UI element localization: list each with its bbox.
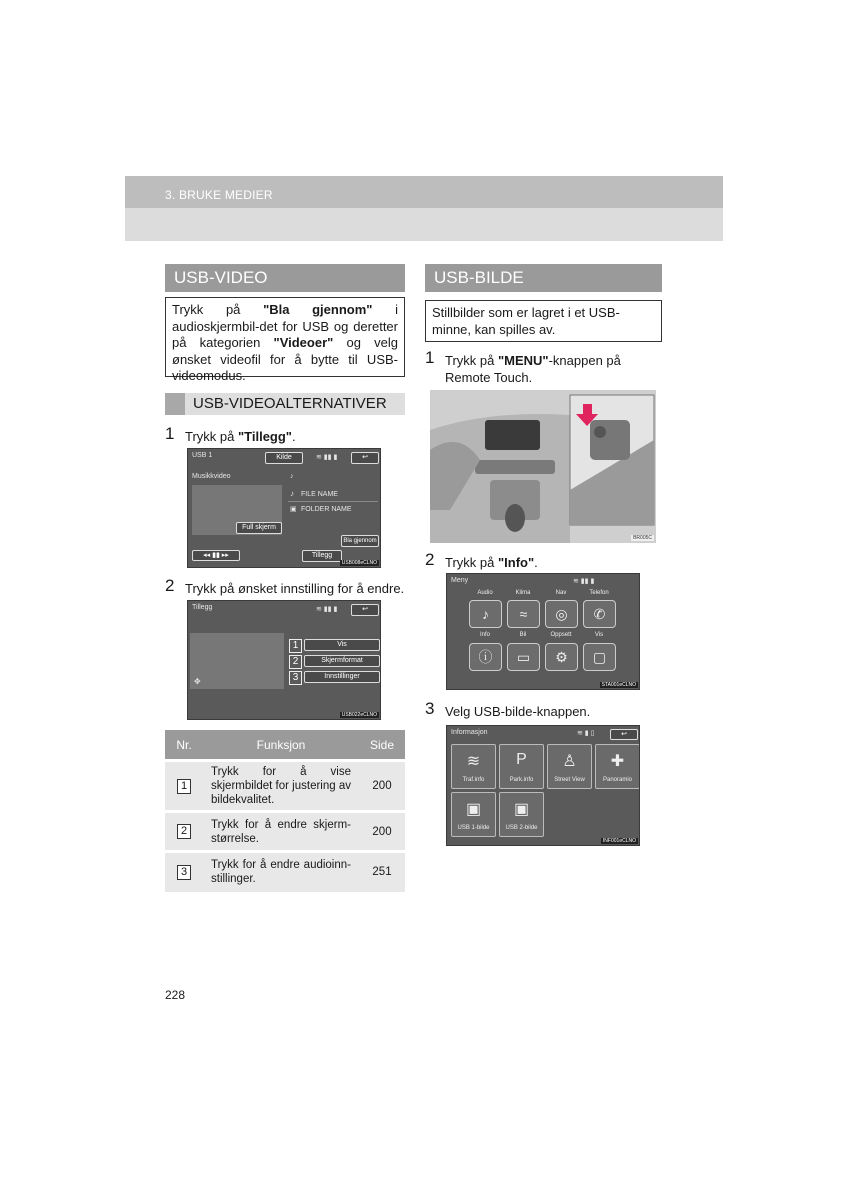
music-icon: ♪	[290, 473, 294, 480]
screen-title: Tillegg	[192, 604, 213, 611]
option-button-1[interactable]: Vis	[304, 639, 380, 651]
option-number: 2	[289, 655, 302, 669]
note-icon: ♪	[290, 489, 294, 498]
menu-screen	[446, 573, 640, 690]
menu-button-audio[interactable]	[469, 600, 502, 628]
car-interior-illustration	[430, 390, 656, 543]
menu-icon: ▭	[516, 649, 531, 665]
info-tile-5[interactable]	[451, 792, 496, 837]
header-band	[125, 208, 723, 241]
step-number: 2	[425, 550, 435, 569]
tile-icon: P	[516, 751, 527, 768]
tile-label: Traf.info	[462, 777, 485, 783]
cell-page: 251	[359, 852, 405, 892]
section-title-usb-video: USB-VIDEO	[165, 264, 405, 292]
info-screen	[446, 725, 640, 846]
menu-icon: ◎	[555, 606, 568, 622]
step-number: 3	[425, 699, 435, 718]
info-tile-3[interactable]	[547, 744, 592, 789]
row-number: 3	[177, 865, 191, 880]
menu-icon: ✆	[593, 606, 606, 622]
tile-label: Street View	[554, 777, 585, 783]
step-text-end: -knappen på Remote Touch.	[445, 353, 621, 385]
tile-icon: ▣	[465, 801, 482, 818]
step-number: 1	[165, 424, 175, 443]
menu-label: Bil	[519, 632, 527, 638]
tile-label: Park.info	[509, 777, 534, 783]
step-number: 2	[165, 576, 175, 595]
step-number: 1	[425, 348, 435, 367]
info-tile-1[interactable]	[451, 744, 496, 789]
cell-function: Trykk for å endre audioinn-stillinger.	[203, 852, 359, 892]
menu-button-klima[interactable]	[507, 600, 540, 628]
move-icon: ✥	[194, 677, 201, 686]
category-label: Musikkvideo	[192, 473, 231, 480]
image-code: INF001eCLNO	[602, 838, 636, 844]
cell-page: 200	[359, 761, 405, 812]
cell-nr	[165, 761, 203, 812]
cell-page: 200	[359, 812, 405, 852]
step-2	[165, 576, 405, 598]
image-code: USB022eCLNO	[341, 712, 377, 718]
playback-controls[interactable]: ◂◂ ▮▮ ▸▸	[192, 550, 240, 561]
tile-label: USB 1-bilde	[457, 825, 490, 831]
intro-emphasis: "Videoer"	[273, 335, 334, 350]
tile-label: USB 2-bilde	[505, 825, 538, 831]
menu-label: Klima	[515, 590, 531, 596]
step-bold: "MENU"	[497, 353, 549, 368]
col-header-nr: Nr.	[165, 730, 203, 761]
screen-title: Informasjon	[451, 729, 488, 736]
info-tile-6[interactable]	[499, 792, 544, 837]
intro-box	[165, 297, 405, 383]
step-1	[165, 424, 405, 446]
car-interior-photo	[430, 390, 656, 543]
back-button[interactable]: ↩	[351, 604, 379, 616]
menu-label: Audio	[477, 590, 493, 596]
tile-icon: ♙	[562, 753, 577, 770]
extra-screen	[187, 600, 381, 720]
step-text: Velg USB-bilde-knappen.	[445, 704, 591, 719]
option-number: 1	[289, 639, 302, 653]
tile-icon: ✚	[610, 753, 625, 770]
col-header-side: Side	[359, 730, 405, 761]
step-text: Trykk på	[445, 353, 498, 368]
image-code: STA001eCLNO	[601, 682, 636, 688]
intro-box-right: Stillbilder som er lagret i et USB-minne, kan spilles av.	[425, 300, 662, 342]
intro-text: Trykk på	[172, 302, 264, 317]
back-button[interactable]: ↩	[351, 452, 379, 464]
status-icons: ≋ ▮▮ ▮	[316, 454, 338, 461]
menu-icon: ♪	[482, 606, 489, 622]
intro-emphasis: "Bla gjennom"	[263, 302, 373, 317]
folder-name[interactable]: FOLDER NAME	[301, 506, 352, 513]
table-row	[165, 761, 405, 812]
tile-icon: ▣	[513, 801, 530, 818]
status-icons: ≋ ▮▮ ▮	[316, 606, 338, 613]
function-table	[165, 730, 405, 892]
intro-text: i audioskjermbil-det for USB og deretter på kategorien	[172, 302, 398, 350]
menu-icon: ≈	[519, 606, 528, 622]
menu-icon: ⓘ	[478, 649, 493, 665]
step-text-end: .	[291, 429, 296, 444]
tile-label: Panoramio	[602, 777, 632, 783]
option-button-3[interactable]: Innstillinger	[304, 671, 380, 683]
menu-button-info[interactable]	[469, 643, 502, 671]
step-text: Trykk på	[445, 555, 498, 570]
col-header-funksjon: Funksjon	[203, 730, 359, 761]
step-3-right	[425, 699, 665, 721]
info-tile-2[interactable]	[499, 744, 544, 789]
cell-nr	[165, 812, 203, 852]
info-tile-4[interactable]	[595, 744, 640, 789]
step-text: Trykk på	[185, 429, 238, 444]
menu-icon: ▢	[592, 649, 607, 665]
row-number: 1	[177, 779, 191, 794]
step-text: Trykk på ønsket innstilling for å endre.	[185, 581, 405, 596]
subsection-title	[165, 393, 405, 415]
step-1-right	[425, 348, 665, 388]
table-row	[165, 852, 405, 892]
menu-label: Telefon	[589, 590, 609, 596]
menu-label: Nav	[555, 590, 567, 596]
divider	[288, 501, 378, 502]
cell-function: Trykk for å vise skjermbildet for justering av bildekvalitet.	[203, 761, 359, 812]
cell-nr	[165, 852, 203, 892]
page-number: 228	[165, 988, 186, 1002]
menu-button-vis[interactable]	[583, 643, 616, 671]
intro-text: og velg ønsket videofil for å bytte til USB-videomodus.	[172, 335, 398, 383]
menu-label: Info	[479, 632, 490, 638]
option-number: 3	[289, 671, 302, 685]
tile-icon: ≋	[466, 753, 481, 770]
extra-button[interactable]: Tillegg	[302, 550, 342, 562]
folder-icon: ▣	[290, 506, 297, 513]
menu-button-oppsett[interactable]	[545, 643, 578, 671]
menu-label: Oppsett	[550, 632, 572, 638]
menu-icon: ⚙	[555, 649, 568, 665]
step-text-end: .	[534, 555, 538, 570]
menu-button-nav[interactable]	[545, 600, 578, 628]
step-2-right	[425, 550, 665, 572]
step-bold: "Info"	[497, 555, 535, 570]
preview-area	[190, 633, 284, 689]
menu-button-telefon[interactable]	[583, 600, 616, 628]
table-row	[165, 812, 405, 852]
subsection-label: USB-VIDEOALTERNATIVER	[193, 395, 387, 412]
option-button-2[interactable]: Skjermformat	[304, 655, 380, 667]
screen-title: USB 1	[192, 452, 213, 459]
photo-code: BR005C	[633, 535, 652, 541]
menu-button-bil[interactable]	[507, 643, 540, 671]
back-button[interactable]: ↩	[610, 729, 638, 740]
row-number: 2	[177, 824, 191, 839]
image-code: USB008eCLNO	[341, 560, 377, 566]
chapter-title: 3. BRUKE MEDIER	[165, 188, 273, 202]
usb-video-screen	[187, 448, 381, 568]
browse-button[interactable]: Bla gjennom	[341, 535, 379, 547]
subsection-marker	[165, 393, 185, 415]
menu-label: Vis	[594, 632, 604, 638]
cell-function: Trykk for å endre skjerm-størrelse.	[203, 812, 359, 852]
fullscreen-button[interactable]: Full skjerm	[236, 522, 282, 534]
status-icons: ≋ ▮ ▯	[577, 730, 595, 737]
file-name[interactable]: FILE NAME	[301, 491, 338, 498]
section-title-usb-bilde: USB-BILDE	[425, 264, 662, 292]
step-bold: "Tillegg"	[237, 429, 292, 444]
source-button[interactable]: Kilde	[265, 452, 303, 464]
status-icons: ≋ ▮▮ ▮	[573, 578, 595, 585]
screen-title: Meny	[451, 577, 469, 584]
